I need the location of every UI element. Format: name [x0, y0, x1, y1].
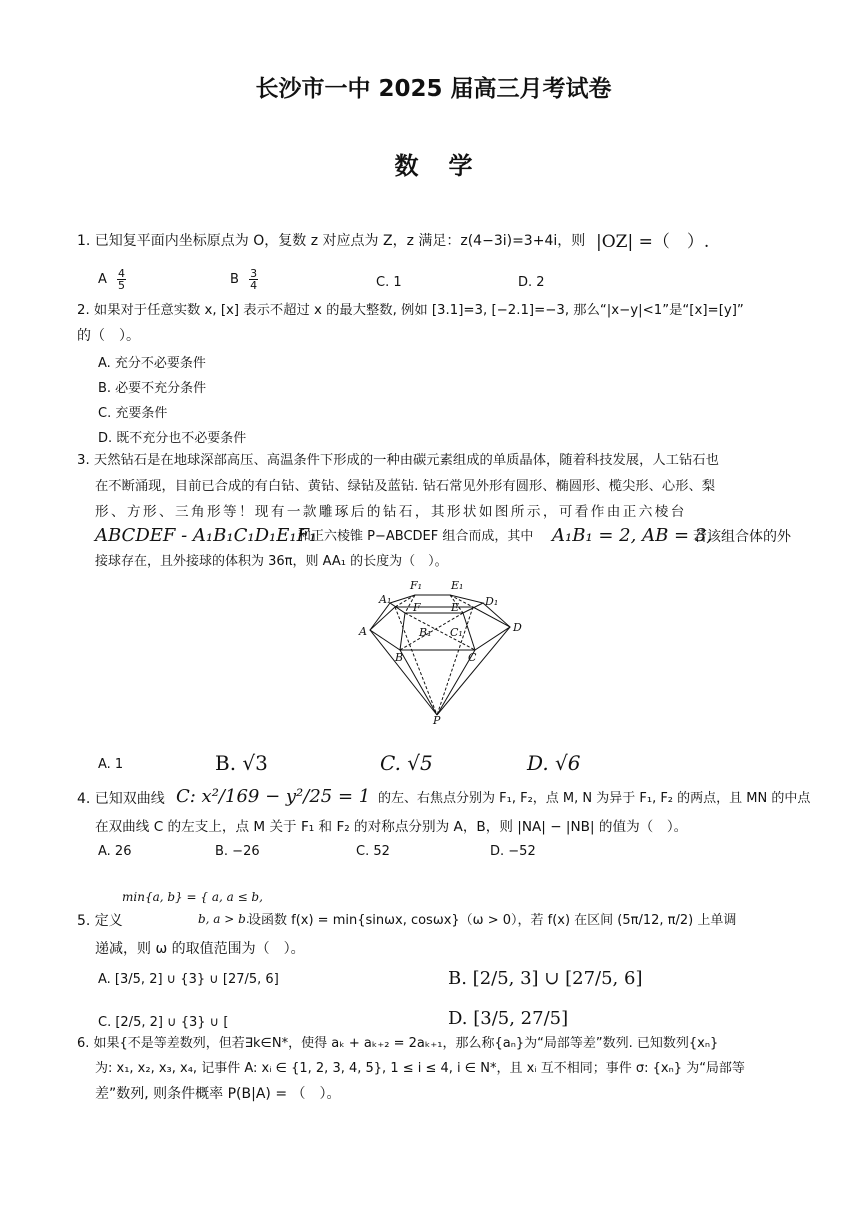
q3-line3: 形、方形、三角形等！现有一款雕琢后的钻石，其形状如图所示，可看作由正六棱台 [95, 504, 687, 520]
q5-line1: 5. 定义 [77, 913, 123, 929]
q1-expression: |OZ| =（ ）. [596, 232, 710, 252]
q3-option-a: A. 1 [98, 757, 124, 772]
label-a1: A₁ [379, 593, 392, 606]
q4-line2: 在双曲线 C 的左支上，点 M 关于 F₁ 和 F₂ 的对称点分别为 A，B，则 |NA| − |NB| 的值为（ ）。 [95, 819, 688, 835]
q1-option-a [98, 268, 126, 291]
label-f: F [413, 601, 421, 614]
q3-option-b: B. √3 [215, 751, 268, 775]
q2-option-a: A. 充分不必要条件 [98, 356, 206, 371]
q3-line5: 接球存在，且外接球的体积为 36π，则 AA₁ 的长度为（ ）。 [95, 554, 448, 569]
q5-def-top: min{a, b} = { a, a ≤ b, [122, 890, 263, 904]
q4-option-d: D. −52 [490, 844, 536, 859]
q3-frustum-name: ABCDEF - A₁B₁C₁D₁E₁F₁ [95, 525, 317, 546]
q6-line1: 6. 如果{不是等差数列，但若∃k∈N*，使得 aₖ + aₖ₊₂ = 2aₖ₊₁，那么称{aₙ}为“局部等差”数列. 已知数列{xₙ} [77, 1036, 719, 1051]
q5-option-d: D. [3/5, 27/5] [448, 1008, 569, 1029]
q4-option-a: A. 26 [98, 844, 132, 859]
q4-option-b: B. −26 [215, 844, 260, 859]
label-e: E [451, 601, 460, 614]
q2-stem-line2: 的（ ）。 [77, 328, 140, 344]
label-b1: B₁ [419, 626, 432, 639]
q5-option-b: B. [2/5, 3] ∪ [27/5, 6] [448, 968, 643, 989]
q2-option-d: D. 既不充分也不必要条件 [98, 431, 247, 446]
label-b: B [395, 651, 404, 664]
q3-line4b: 和正六棱锥 P−ABCDEF 组合而成，其中 [298, 529, 534, 544]
subject-title: 数学 [394, 152, 503, 180]
fraction: $\frac{3}{4}$ [250, 267, 258, 292]
q1-option-b [230, 268, 258, 291]
q2-option-c: C. 充要条件 [98, 406, 168, 421]
q5-line1b: 设函数 f(x) = min{sinωx, cosωx}（ω > 0），若 f(x) 在区间 (5π/12, π/2) 上单调 [248, 913, 737, 928]
q4-line1a: 4. 已知双曲线 [77, 791, 165, 807]
q4-hyperbola-equation: C: x²/169 − y²/25 = 1 [176, 786, 371, 807]
label-c1: C₁ [450, 626, 463, 639]
label-p: P [433, 714, 441, 725]
q1-option-c: C. 1 [376, 275, 402, 290]
label-e1: E₁ [451, 579, 464, 592]
option-label: B [230, 272, 239, 287]
q3-line2: 在不断涌现，目前已合成的有白钻、黄钻、绿钻及蓝钻. 钻石常见外形有圆形、椭圆形、榄尖形、心形、梨 [95, 479, 716, 494]
option-label: C [376, 275, 386, 290]
q3-condition: A₁B₁ = 2, AB = 3, [552, 525, 713, 546]
q1-option-d: D. 2 [518, 275, 545, 290]
label-d1: D₁ [485, 595, 499, 608]
q5-option-a: A. [3/5, 2] ∪ {3} ∪ [27/5, 6] [98, 972, 279, 987]
exam-title: 长沙市一中 2025 届高三月考试卷 [255, 76, 612, 102]
label-d: D [513, 621, 522, 634]
q3-option-c: C. √5 [380, 751, 433, 775]
label-a: A [359, 625, 367, 638]
q3-option-d: D. √6 [527, 751, 581, 775]
label-f1: F₁ [410, 579, 423, 592]
q2-option-b: B. 必要不充分条件 [98, 381, 207, 396]
q4-line1b: 的左、右焦点分别为 F₁, F₂，点 M, N 为异于 F₁, F₂ 的两点，且 MN 的中点 [378, 791, 811, 806]
option-label: A [98, 272, 107, 287]
q1-stem: 1. 已知复平面内坐标原点为 O，复数 z 对应点为 Z，z 满足：z(4−3i)=3+4i，则 [77, 233, 586, 249]
q5-def-bottom: b, a > b. [198, 912, 250, 926]
fraction: $\frac{4}{5}$ [118, 267, 126, 292]
q3-line1: 3. 天然钻石是在地球深部高压、高温条件下形成的一种由碳元素组成的单质晶体，随着科技发展，人工钻石也 [77, 453, 719, 468]
q2-stem-line1: 2. 如果对于任意实数 x, [x] 表示不超过 x 的最大整数, 例如 [3.1]=3, [−2.1]=−3, 那么“|x−y|<1”是“[x]=[y]” [77, 303, 744, 318]
q6-line2: 为: x₁, x₂, x₃, x₄, 记事件 A: xᵢ ∈ {1, 2, 3, 4, 5}, 1 ≤ i ≤ 4, i ∈ N*，且 xᵢ 互不相同；事件 σ: {xₙ} 为“局部等 [95, 1061, 745, 1076]
diamond-figure [355, 575, 525, 725]
label-c: C [468, 651, 477, 664]
q3-line4d: 若该组合体的外 [693, 529, 791, 545]
q6-line3: 差”数列, 则条件概率 P(B|A) = （ ）。 [95, 1086, 341, 1102]
q5-option-c: C. [2/5, 2] ∪ {3} ∪ [ [98, 1015, 229, 1030]
option-label: D [518, 275, 529, 290]
q5-line2: 递减，则 ω 的取值范围为（ ）。 [95, 941, 305, 957]
q4-option-c: C. 52 [356, 844, 390, 859]
